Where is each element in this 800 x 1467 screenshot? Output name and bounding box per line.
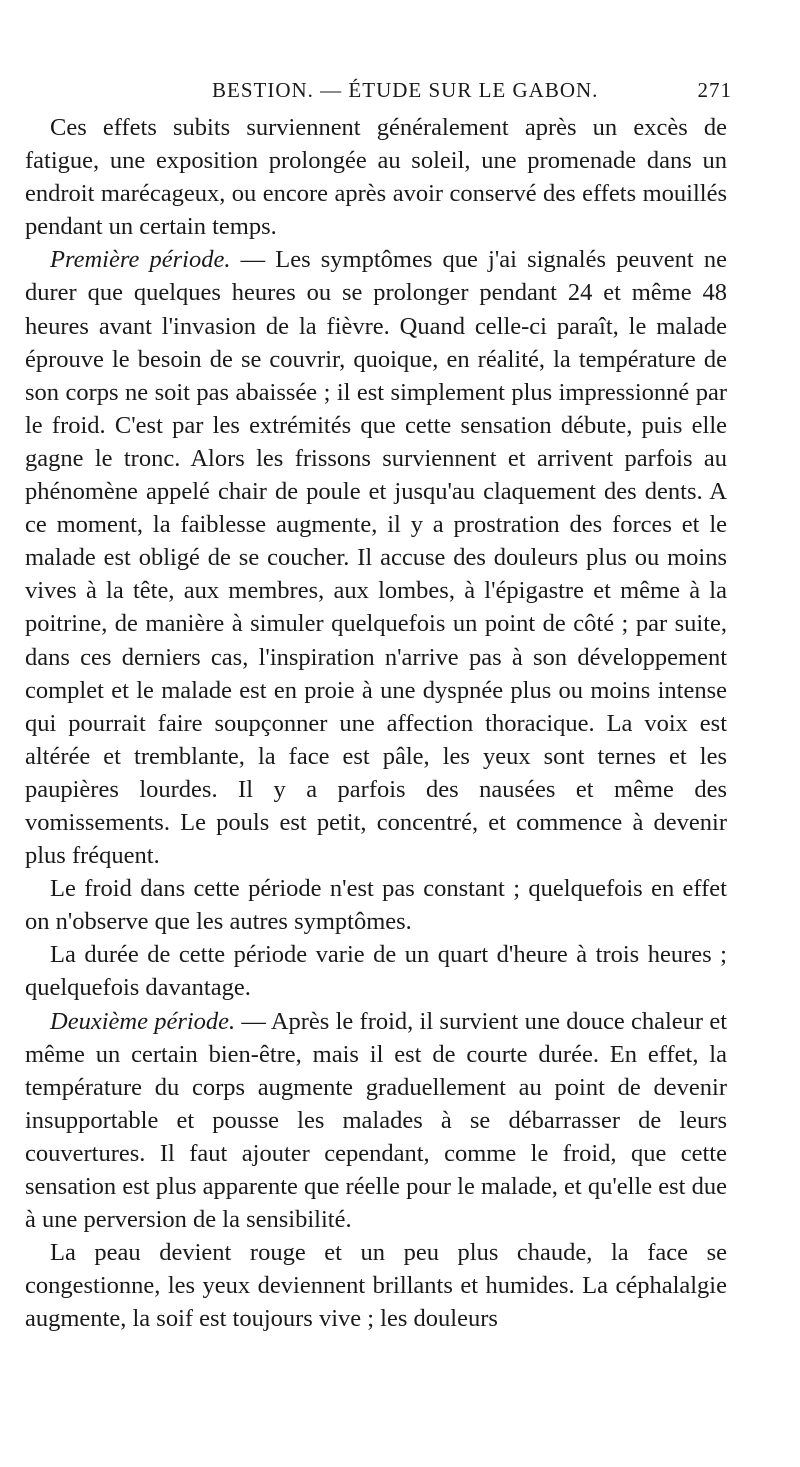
page-body xyxy=(25,111,727,1335)
running-title: BESTION. — ÉTUDE SUR LE GABON. xyxy=(212,78,599,102)
paragraph: La durée de cette période varie de un quart d'heure à trois heures ; quelquefois davantage. xyxy=(25,941,727,1002)
page-header xyxy=(180,78,732,108)
paragraph: Première période. — Les symptômes que j'ai signalés peuvent ne durer que quelques heures ou se prolonger pendant 24 et même 48 heures avant l'invasion de la fièvre. Quand celle-ci paraît, le malade éprouve le besoin de se couvrir, quoique, en réalité, la température de son corps ne soit pas abaissée ; il est simplement plus impressionné par le froid. C'est par les extrémités que cette sensation débute, puis elle gagne le tronc. Alors les frissons surviennent et arrivent parfois au phénomène appelé chair de poule et jusqu'au claquement des dents. A ce moment, la faiblesse augmente, il y a prostration des forces et le malade est obligé de se coucher. Il accuse des douleurs plus ou moins vives à la tête, aux membres, aux lombes, à l'épigastre et même à la poitrine, de manière à simuler quelquefois un point de côté ; par suite, dans ces derniers cas, l'inspiration n'arrive pas à son développement complet et le malade est en proie à une dyspnée plus ou moins intense qui pourrait faire soupçonner une affection thoracique. La voix est altérée et tremblante, la face est pâle, les yeux sont ternes et les paupières lourdes. Il y a parfois des nausées et même des vomissements. Le pouls est petit, concentré, et commence à devenir plus fréquent. xyxy=(25,246,727,870)
paragraph: Le froid dans cette période n'est pas constant ; quelquefois en effet on n'observe que les autres symptômes. xyxy=(25,875,727,936)
paragraph: Ces effets subits surviennent généralement après un excès de fatigue, une exposition prolongée au soleil, une promenade dans un endroit marécageux, ou encore après avoir conservé des effets mouillés pendant un certain temps. xyxy=(25,114,727,241)
page-number: 271 xyxy=(697,78,732,102)
paragraph: La peau devient rouge et un peu plus chaude, la face se congestionne, les yeux deviennent brillants et humides. La céphalalgie augmente, la soif est toujours vive ; les douleurs xyxy=(25,1239,727,1333)
section-heading-premiere-periode: Première période. xyxy=(50,246,231,274)
section-heading-deuxieme-periode: Deuxième période. xyxy=(50,1007,236,1035)
paragraph: Deuxième période. — Après le froid, il survient une douce chaleur et même un certain bien-être, mais il est de courte durée. En effet, la température du corps augmente graduellement au point de devenir insupportable et pousse les malades à se débarrasser de leurs couvertures. Il faut ajouter cependant, comme le froid, que cette sensation est plus apparente que réelle pour le malade, et qu'elle est due à une perversion de la sensibilité. xyxy=(25,1007,728,1234)
